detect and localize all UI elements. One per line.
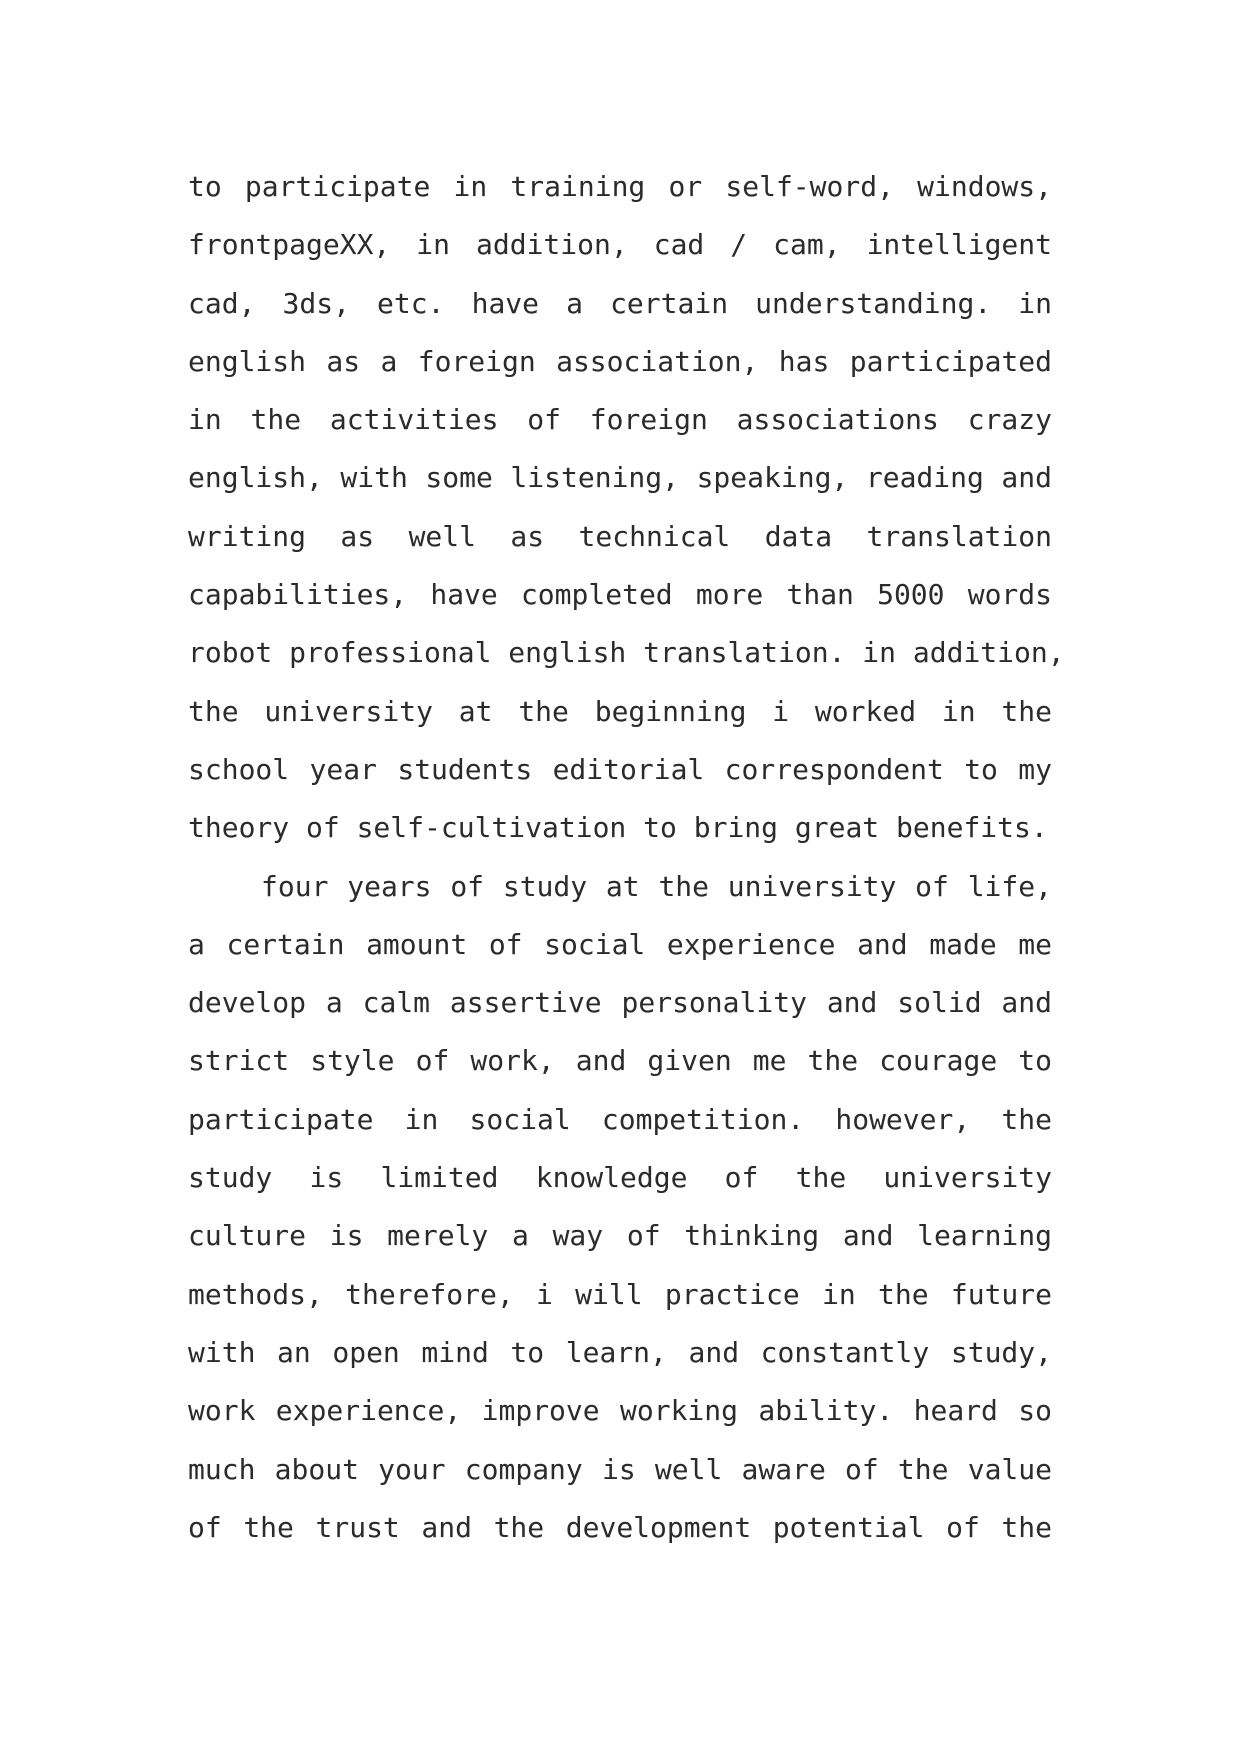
text-line: school year students editorial correspondent to my <box>188 752 1052 786</box>
text-line: in the activities of foreign associations crazy <box>188 403 1052 437</box>
text-line: robot professional english translation. in addition, <box>188 636 1065 670</box>
text-line: to participate in training or self-word, windows, <box>188 170 1052 203</box>
text-line: writing as well as technical data translation <box>188 519 1052 553</box>
text-line: with an open mind to learn, and constantly study, <box>188 1335 1052 1369</box>
text-line: methods, therefore, i will practice in the future <box>188 1277 1052 1311</box>
text-line: cad, 3ds, etc. have a certain understanding. in <box>188 286 1052 320</box>
text-line: english, with some listening, speaking, reading and <box>188 461 1052 495</box>
paragraph-start-line: four years of study at the university of life, <box>261 869 1052 903</box>
text-line: study is limited knowledge of the university <box>188 1161 1052 1195</box>
text-line: frontpageXX, in addition, cad / cam, intelligent <box>188 228 1052 262</box>
text-line: work experience, improve working ability. heard so <box>188 1394 1052 1428</box>
text-line: strict style of work, and given me the courage to <box>188 1044 1052 1078</box>
text-line: of the trust and the development potential of the <box>188 1510 1052 1544</box>
body-text <box>188 158 1065 1557</box>
text-line: capabilities, have completed more than 5000 words <box>188 578 1052 612</box>
paragraph-end-line: theory of self-cultivation to bring great benefits. <box>188 811 1048 845</box>
text-line: participate in social competition. however, the <box>188 1102 1052 1136</box>
text-line: english as a foreign association, has participated <box>188 344 1052 378</box>
text-line: much about your company is well aware of the value <box>188 1452 1052 1486</box>
text-line: a certain amount of social experience and made me <box>188 927 1052 961</box>
text-line: develop a calm assertive personality and solid and <box>188 986 1052 1020</box>
text-line: the university at the beginning i worked in the <box>188 694 1052 728</box>
text-line: culture is merely a way of thinking and learning <box>188 1219 1052 1253</box>
